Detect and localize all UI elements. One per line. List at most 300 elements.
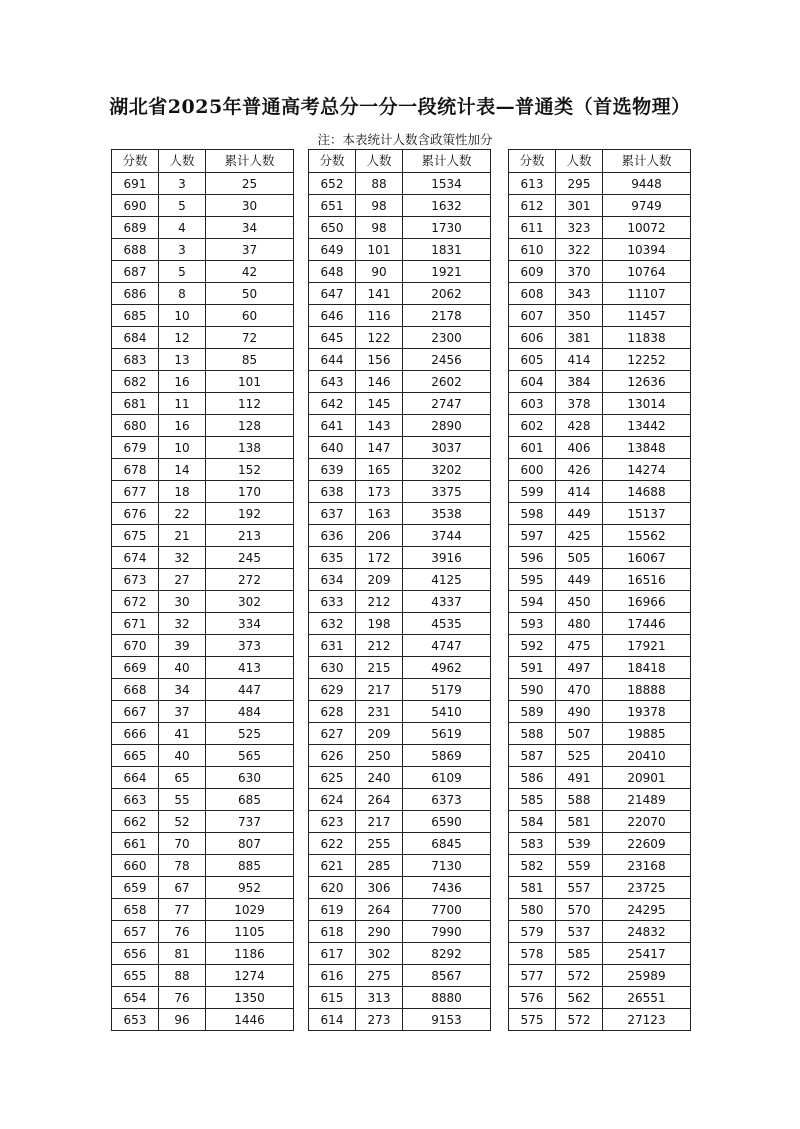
count-cell: 116: [356, 305, 403, 327]
score-cell: 633: [309, 591, 356, 613]
score-cell: 599: [509, 481, 556, 503]
score-cell: 644: [309, 349, 356, 371]
cumulative-cell: 373: [206, 635, 294, 657]
score-cell: 683: [112, 349, 159, 371]
count-cell: 40: [159, 657, 206, 679]
table-row: [112, 965, 294, 987]
cumulative-cell: 525: [206, 723, 294, 745]
score-cell: 664: [112, 767, 159, 789]
count-cell: 572: [556, 1009, 603, 1031]
score-cell: 579: [509, 921, 556, 943]
table-row: [112, 195, 294, 217]
count-cell: 414: [556, 481, 603, 503]
table-row: [509, 239, 691, 261]
cumulative-cell: 1350: [206, 987, 294, 1009]
table-row: [112, 459, 294, 481]
count-cell: 173: [356, 481, 403, 503]
count-cell: 470: [556, 679, 603, 701]
cumulative-cell: 3744: [403, 525, 491, 547]
cumulative-cell: 13442: [603, 415, 691, 437]
cumulative-cell: 37: [206, 239, 294, 261]
cumulative-cell: 4535: [403, 613, 491, 635]
table-row: [509, 437, 691, 459]
count-cell: 77: [159, 899, 206, 921]
count-cell: 88: [356, 173, 403, 195]
count-cell: 122: [356, 327, 403, 349]
score-cell: 592: [509, 635, 556, 657]
cumulative-cell: 4337: [403, 591, 491, 613]
table-header-row: [309, 150, 491, 173]
score-cell: 629: [309, 679, 356, 701]
count-cell: 90: [356, 261, 403, 283]
score-cell: 673: [112, 569, 159, 591]
count-cell: 143: [356, 415, 403, 437]
count-cell: 96: [159, 1009, 206, 1031]
count-cell: 76: [159, 921, 206, 943]
table-row: [509, 767, 691, 789]
count-cell: 323: [556, 217, 603, 239]
table-row: [112, 327, 294, 349]
score-cell: 577: [509, 965, 556, 987]
score-cell: 651: [309, 195, 356, 217]
table-row: [509, 217, 691, 239]
score-cell: 668: [112, 679, 159, 701]
count-cell: 12: [159, 327, 206, 349]
score-cell: 630: [309, 657, 356, 679]
cumulative-cell: 50: [206, 283, 294, 305]
score-cell: 674: [112, 547, 159, 569]
count-cell: 32: [159, 613, 206, 635]
count-cell: 480: [556, 613, 603, 635]
count-cell: 255: [356, 833, 403, 855]
header-cumulative: 累计人数: [403, 150, 491, 173]
table-row: [309, 855, 491, 877]
table-row: [309, 481, 491, 503]
table-body: [309, 173, 491, 1031]
cumulative-cell: 885: [206, 855, 294, 877]
cumulative-cell: 138: [206, 437, 294, 459]
count-cell: 67: [159, 877, 206, 899]
score-cell: 628: [309, 701, 356, 723]
table-row: [509, 261, 691, 283]
table-row: [112, 745, 294, 767]
table-row: [112, 811, 294, 833]
table-row: [309, 657, 491, 679]
count-cell: 78: [159, 855, 206, 877]
score-cell: 609: [509, 261, 556, 283]
table-row: [509, 723, 691, 745]
cumulative-cell: 5619: [403, 723, 491, 745]
table-row: [309, 635, 491, 657]
count-cell: 350: [556, 305, 603, 327]
count-cell: 145: [356, 393, 403, 415]
count-cell: 491: [556, 767, 603, 789]
cumulative-cell: 952: [206, 877, 294, 899]
table-row: [509, 833, 691, 855]
table-row: [112, 855, 294, 877]
cumulative-cell: 15562: [603, 525, 691, 547]
table-row: [112, 261, 294, 283]
table-row: [309, 613, 491, 635]
cumulative-cell: 272: [206, 569, 294, 591]
table-row: [309, 811, 491, 833]
score-cell: 660: [112, 855, 159, 877]
cumulative-cell: 12252: [603, 349, 691, 371]
count-cell: 16: [159, 371, 206, 393]
cumulative-cell: 3375: [403, 481, 491, 503]
cumulative-cell: 9749: [603, 195, 691, 217]
score-cell: 681: [112, 393, 159, 415]
cumulative-cell: 19885: [603, 723, 691, 745]
score-cell: 638: [309, 481, 356, 503]
table-row: [309, 679, 491, 701]
count-cell: 426: [556, 459, 603, 481]
score-cell: 652: [309, 173, 356, 195]
score-cell: 642: [309, 393, 356, 415]
count-cell: 209: [356, 723, 403, 745]
score-cell: 684: [112, 327, 159, 349]
table-row: [309, 261, 491, 283]
table-row: [112, 569, 294, 591]
count-cell: 22: [159, 503, 206, 525]
cumulative-cell: 1186: [206, 943, 294, 965]
cumulative-cell: 6373: [403, 789, 491, 811]
table-row: [509, 635, 691, 657]
score-cell: 601: [509, 437, 556, 459]
count-cell: 156: [356, 349, 403, 371]
score-cell: 621: [309, 855, 356, 877]
count-cell: 449: [556, 569, 603, 591]
table-row: [309, 349, 491, 371]
cumulative-cell: 24295: [603, 899, 691, 921]
score-cell: 686: [112, 283, 159, 305]
score-cell: 598: [509, 503, 556, 525]
score-cell: 581: [509, 877, 556, 899]
count-cell: 406: [556, 437, 603, 459]
count-cell: 32: [159, 547, 206, 569]
score-cell: 643: [309, 371, 356, 393]
table-row: [112, 833, 294, 855]
cumulative-cell: 3538: [403, 503, 491, 525]
cumulative-cell: 7436: [403, 877, 491, 899]
table-row: [112, 1009, 294, 1031]
count-cell: 3: [159, 173, 206, 195]
header-count: 人数: [159, 150, 206, 173]
cumulative-cell: 8292: [403, 943, 491, 965]
count-cell: 8: [159, 283, 206, 305]
score-table-1: [111, 149, 294, 1031]
score-cell: 576: [509, 987, 556, 1009]
cumulative-cell: 1632: [403, 195, 491, 217]
score-cell: 654: [112, 987, 159, 1009]
score-table-3: [508, 149, 691, 1031]
table-row: [509, 613, 691, 635]
count-cell: 101: [356, 239, 403, 261]
count-cell: 4: [159, 217, 206, 239]
table-row: [309, 701, 491, 723]
count-cell: 206: [356, 525, 403, 547]
table-row: [112, 283, 294, 305]
score-cell: 617: [309, 943, 356, 965]
table-row: [309, 877, 491, 899]
table-row: [309, 415, 491, 437]
cumulative-cell: 16966: [603, 591, 691, 613]
table-row: [112, 899, 294, 921]
table-row: [112, 943, 294, 965]
score-cell: 688: [112, 239, 159, 261]
count-cell: 537: [556, 921, 603, 943]
count-cell: 198: [356, 613, 403, 635]
count-cell: 10: [159, 305, 206, 327]
count-cell: 88: [159, 965, 206, 987]
cumulative-cell: 1921: [403, 261, 491, 283]
table-row: [509, 349, 691, 371]
table-row: [112, 481, 294, 503]
table-row: [509, 657, 691, 679]
cumulative-cell: 4962: [403, 657, 491, 679]
score-cell: 613: [509, 173, 556, 195]
table-row: [112, 987, 294, 1009]
count-cell: 264: [356, 789, 403, 811]
cumulative-cell: 8880: [403, 987, 491, 1009]
cumulative-cell: 10394: [603, 239, 691, 261]
score-cell: 606: [509, 327, 556, 349]
cumulative-cell: 6845: [403, 833, 491, 855]
score-cell: 584: [509, 811, 556, 833]
count-cell: 30: [159, 591, 206, 613]
cumulative-cell: 10072: [603, 217, 691, 239]
table-row: [112, 613, 294, 635]
count-cell: 428: [556, 415, 603, 437]
score-cell: 602: [509, 415, 556, 437]
count-cell: 70: [159, 833, 206, 855]
score-cell: 640: [309, 437, 356, 459]
table-header-row: [509, 150, 691, 173]
score-cell: 605: [509, 349, 556, 371]
table-row: [509, 701, 691, 723]
table-row: [112, 503, 294, 525]
score-cell: 676: [112, 503, 159, 525]
table-header-row: [112, 150, 294, 173]
cumulative-cell: 85: [206, 349, 294, 371]
cumulative-cell: 1831: [403, 239, 491, 261]
count-cell: 450: [556, 591, 603, 613]
cumulative-cell: 23168: [603, 855, 691, 877]
cumulative-cell: 5869: [403, 745, 491, 767]
count-cell: 557: [556, 877, 603, 899]
cumulative-cell: 14274: [603, 459, 691, 481]
count-cell: 14: [159, 459, 206, 481]
count-cell: 98: [356, 217, 403, 239]
cumulative-cell: 4747: [403, 635, 491, 657]
cumulative-cell: 1534: [403, 173, 491, 195]
table-row: [309, 371, 491, 393]
score-cell: 648: [309, 261, 356, 283]
count-cell: 13: [159, 349, 206, 371]
score-cell: 656: [112, 943, 159, 965]
table-row: [509, 679, 691, 701]
cumulative-cell: 27123: [603, 1009, 691, 1031]
count-cell: 98: [356, 195, 403, 217]
score-cell: 583: [509, 833, 556, 855]
cumulative-cell: 14688: [603, 481, 691, 503]
count-cell: 570: [556, 899, 603, 921]
cumulative-cell: 17921: [603, 635, 691, 657]
cumulative-cell: 13014: [603, 393, 691, 415]
cumulative-cell: 2890: [403, 415, 491, 437]
count-cell: 475: [556, 635, 603, 657]
cumulative-cell: 128: [206, 415, 294, 437]
count-cell: 163: [356, 503, 403, 525]
table-row: [509, 195, 691, 217]
cumulative-cell: 17446: [603, 613, 691, 635]
count-cell: 81: [159, 943, 206, 965]
cumulative-cell: 6590: [403, 811, 491, 833]
count-cell: 384: [556, 371, 603, 393]
table-row: [309, 283, 491, 305]
table-row: [509, 745, 691, 767]
count-cell: 588: [556, 789, 603, 811]
table-row: [309, 965, 491, 987]
table-row: [112, 921, 294, 943]
count-cell: 285: [356, 855, 403, 877]
cumulative-cell: 8567: [403, 965, 491, 987]
count-cell: 52: [159, 811, 206, 833]
count-cell: 381: [556, 327, 603, 349]
table-row: [309, 217, 491, 239]
table-row: [112, 349, 294, 371]
count-cell: 275: [356, 965, 403, 987]
table-row: [509, 569, 691, 591]
score-cell: 649: [309, 239, 356, 261]
score-cell: 616: [309, 965, 356, 987]
cumulative-cell: 245: [206, 547, 294, 569]
cumulative-cell: 25: [206, 173, 294, 195]
table-row: [309, 569, 491, 591]
score-cell: 575: [509, 1009, 556, 1031]
table-row: [309, 327, 491, 349]
cumulative-cell: 2300: [403, 327, 491, 349]
cumulative-cell: 2062: [403, 283, 491, 305]
table-row: [309, 899, 491, 921]
table-row: [309, 833, 491, 855]
count-cell: 40: [159, 745, 206, 767]
table-row: [509, 899, 691, 921]
cumulative-cell: 16516: [603, 569, 691, 591]
score-cell: 580: [509, 899, 556, 921]
table-row: [112, 701, 294, 723]
count-cell: 147: [356, 437, 403, 459]
count-cell: 414: [556, 349, 603, 371]
score-cell: 620: [309, 877, 356, 899]
count-cell: 273: [356, 1009, 403, 1031]
cumulative-cell: 18418: [603, 657, 691, 679]
table-row: [509, 327, 691, 349]
cumulative-cell: 20410: [603, 745, 691, 767]
score-cell: 639: [309, 459, 356, 481]
cumulative-cell: 1446: [206, 1009, 294, 1031]
table-row: [509, 525, 691, 547]
header-cumulative: 累计人数: [603, 150, 691, 173]
count-cell: 539: [556, 833, 603, 855]
cumulative-cell: 685: [206, 789, 294, 811]
table-row: [509, 415, 691, 437]
count-cell: 581: [556, 811, 603, 833]
score-cell: 669: [112, 657, 159, 679]
score-cell: 657: [112, 921, 159, 943]
header-score: 分数: [309, 150, 356, 173]
table-row: [309, 1009, 491, 1031]
count-cell: 27: [159, 569, 206, 591]
cumulative-cell: 23725: [603, 877, 691, 899]
cumulative-cell: 1105: [206, 921, 294, 943]
score-cell: 650: [309, 217, 356, 239]
table-row: [112, 657, 294, 679]
count-cell: 209: [356, 569, 403, 591]
table-row: [509, 393, 691, 415]
score-cell: 578: [509, 943, 556, 965]
cumulative-cell: 1274: [206, 965, 294, 987]
count-cell: 290: [356, 921, 403, 943]
cumulative-cell: 1730: [403, 217, 491, 239]
count-cell: 39: [159, 635, 206, 657]
cumulative-cell: 21489: [603, 789, 691, 811]
score-cell: 687: [112, 261, 159, 283]
count-cell: 5: [159, 261, 206, 283]
header-count: 人数: [556, 150, 603, 173]
score-cell: 594: [509, 591, 556, 613]
score-cell: 677: [112, 481, 159, 503]
cumulative-cell: 1029: [206, 899, 294, 921]
count-cell: 525: [556, 745, 603, 767]
cumulative-cell: 7130: [403, 855, 491, 877]
cumulative-cell: 2456: [403, 349, 491, 371]
table-row: [509, 481, 691, 503]
score-cell: 590: [509, 679, 556, 701]
cumulative-cell: 192: [206, 503, 294, 525]
cumulative-cell: 7700: [403, 899, 491, 921]
cumulative-cell: 11838: [603, 327, 691, 349]
cumulative-cell: 565: [206, 745, 294, 767]
cumulative-cell: 112: [206, 393, 294, 415]
count-cell: 10: [159, 437, 206, 459]
cumulative-cell: 22609: [603, 833, 691, 855]
count-cell: 264: [356, 899, 403, 921]
count-cell: 41: [159, 723, 206, 745]
count-cell: 301: [556, 195, 603, 217]
count-cell: 572: [556, 965, 603, 987]
header-count: 人数: [356, 150, 403, 173]
count-cell: 16: [159, 415, 206, 437]
count-cell: 55: [159, 789, 206, 811]
table-row: [309, 437, 491, 459]
cumulative-cell: 34: [206, 217, 294, 239]
cumulative-cell: 12636: [603, 371, 691, 393]
table-row: [112, 789, 294, 811]
cumulative-cell: 413: [206, 657, 294, 679]
table-row: [309, 767, 491, 789]
cumulative-cell: 15137: [603, 503, 691, 525]
table-row: [509, 987, 691, 1009]
cumulative-cell: 630: [206, 767, 294, 789]
count-cell: 306: [356, 877, 403, 899]
table-row: [509, 173, 691, 195]
score-cell: 661: [112, 833, 159, 855]
cumulative-cell: 5179: [403, 679, 491, 701]
score-cell: 665: [112, 745, 159, 767]
cumulative-cell: 26551: [603, 987, 691, 1009]
table-row: [509, 283, 691, 305]
